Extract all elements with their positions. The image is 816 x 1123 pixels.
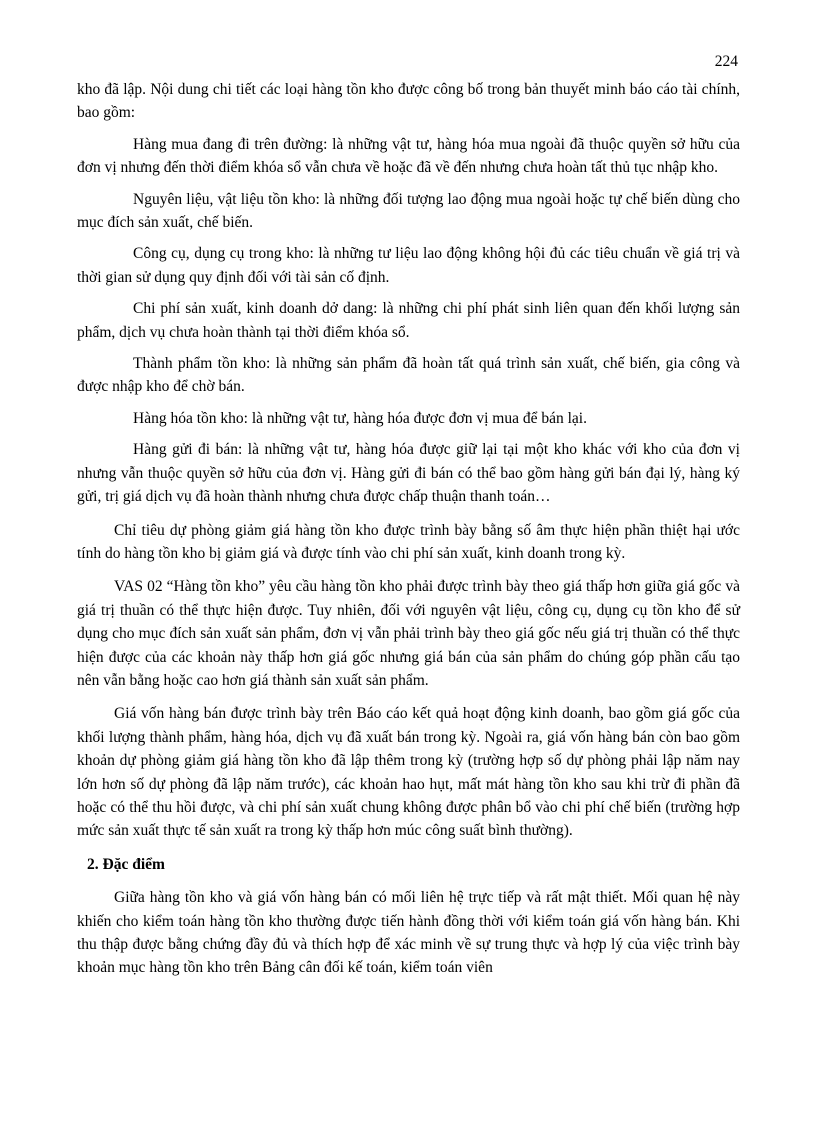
paragraph-provision: Chỉ tiêu dự phòng giảm giá hàng tồn kho được trình bày bằng số âm thực hiện phần thiệt hại ước tính do hàng tồn kho bị giảm giá và được tính vào chi phí sản xuất, kinh doanh trong kỳ.: [77, 521, 740, 562]
paragraph-cost-of-goods-sold: Giá vốn hàng bán được trình bày trên Báo cáo kết quả hoạt động kinh doanh, bao gồm giá gốc của khối lượng thành phẩm, hàng hóa, dịch vụ đã xuất bán trong kỳ. Ngoài ra, giá vốn hàng bán còn bao gồm khoản dự phòng giảm giá hàng tồn kho đã lập thêm trong kỳ (trường hợp số dự phòng phải lập năm nay lớn hơn số dự phòng đã lập năm trước), các khoản hao hụt, mất mát hàng tồn kho sau khi trừ đi phần đã hoặc có thể thu hồi được, và chi phí sản xuất chung không được phân bổ vào chi phí chế biến (trường hợp mức sản xuất thực tế sản xuất ra trong kỳ thấp hơn múc công suất bình thường).: [77, 705, 740, 840]
page-number: 224: [714, 53, 738, 70]
paragraph-characteristics: Giữa hàng tồn kho và giá vốn hàng bán có mối liên hệ trực tiếp và rất mật thiết. Mối quan hệ này khiến cho kiểm toán hàng tồn kho thường được tiến hành đồng thời với kiểm toán giá vốn hàng bán. Khi thu thập được bằng chứng đầy đủ và thích hợp để xác minh về sự trung thực và hợp lý của việc trình bày khoản mục hàng tồn kho trên Bảng cân đối kế toán, kiểm toán viên: [77, 889, 740, 977]
paragraph-merchandise: Hàng hóa tồn kho: là những vật tư, hàng hóa được đơn vị mua để bán lại.: [133, 409, 587, 427]
paragraph-finished-goods: Thành phẩm tồn kho: là những sản phẩm đã hoàn tất quá trình sản xuất, chế biến, gia công và được nhập kho để chờ bán.: [77, 355, 740, 396]
paragraph-intro: kho đã lập. Nội dung chi tiết các loại hàng tồn kho được công bố trong bản thuyết minh báo cáo tài chính, bao gồm:: [77, 81, 740, 122]
paragraph-raw-materials: Nguyên liệu, vật liệu tồn kho: là những đối tượng lao động mua ngoài hoặc tự chế biến dùng cho mục đích sản xuất, chế biến.: [77, 190, 740, 232]
document-body: [77, 78, 740, 980]
paragraph-work-in-progress: Chi phí sản xuất, kinh doanh dở dang: là những chi phí phát sinh liên quan đến khối lượng sản phẩm, dịch vụ chưa hoàn thành tại thời điểm khóa sổ.: [77, 300, 740, 341]
paragraph-goods-in-transit: Hàng mua đang đi trên đường: là những vật tư, hàng hóa mua ngoài đã thuộc quyền sở hữu của đơn vị nhưng đến thời điểm khóa sổ vẫn chưa về hoặc đã về đến nhưng chưa hoàn tất thủ tục nhập kho.: [77, 135, 740, 177]
section-heading: 2. Đặc điểm: [87, 855, 165, 873]
paragraph-consigned-goods: Hàng gửi đi bán: là những vật tư, hàng hóa được giữ lại tại một kho khác với kho của đơn vị nhưng vẫn thuộc quyền sở hữu của đơn vị. Hàng gửi đi bán có thể bao gồm hàng gửi bán đại lý, hàng ký gửi, trị giá dịch vụ đã hoàn thành nhưng chưa được chấp thuận thanh toán…: [77, 441, 740, 506]
paragraph-vas02: VAS 02 “Hàng tồn kho” yêu cầu hàng tồn kho phải được trình bày theo giá thấp hơn giữa giá gốc và giá trị thuần có thể thực hiện được. Tuy nhiên, đối với nguyên vật liệu, công cụ, dụng cụ tồn kho để sử dụng cho mục đích sản xuất sản phẩm, đơn vị vẫn phải trình bày theo giá gốc nếu giá trị thuần có thể thực hiện được của các khoản này thấp hơn giá gốc nhưng giá bán của sản phẩm do chúng góp phần cấu tạo nên vẫn bằng hoặc cao hơn giá thành sản xuất sản phẩm.: [77, 578, 740, 689]
paragraph-tools: Công cụ, dụng cụ trong kho: là những tư liệu lao động không hội đủ các tiêu chuẩn về giá trị và thời gian sử dụng quy định đối với tài sản cố định.: [77, 245, 740, 286]
